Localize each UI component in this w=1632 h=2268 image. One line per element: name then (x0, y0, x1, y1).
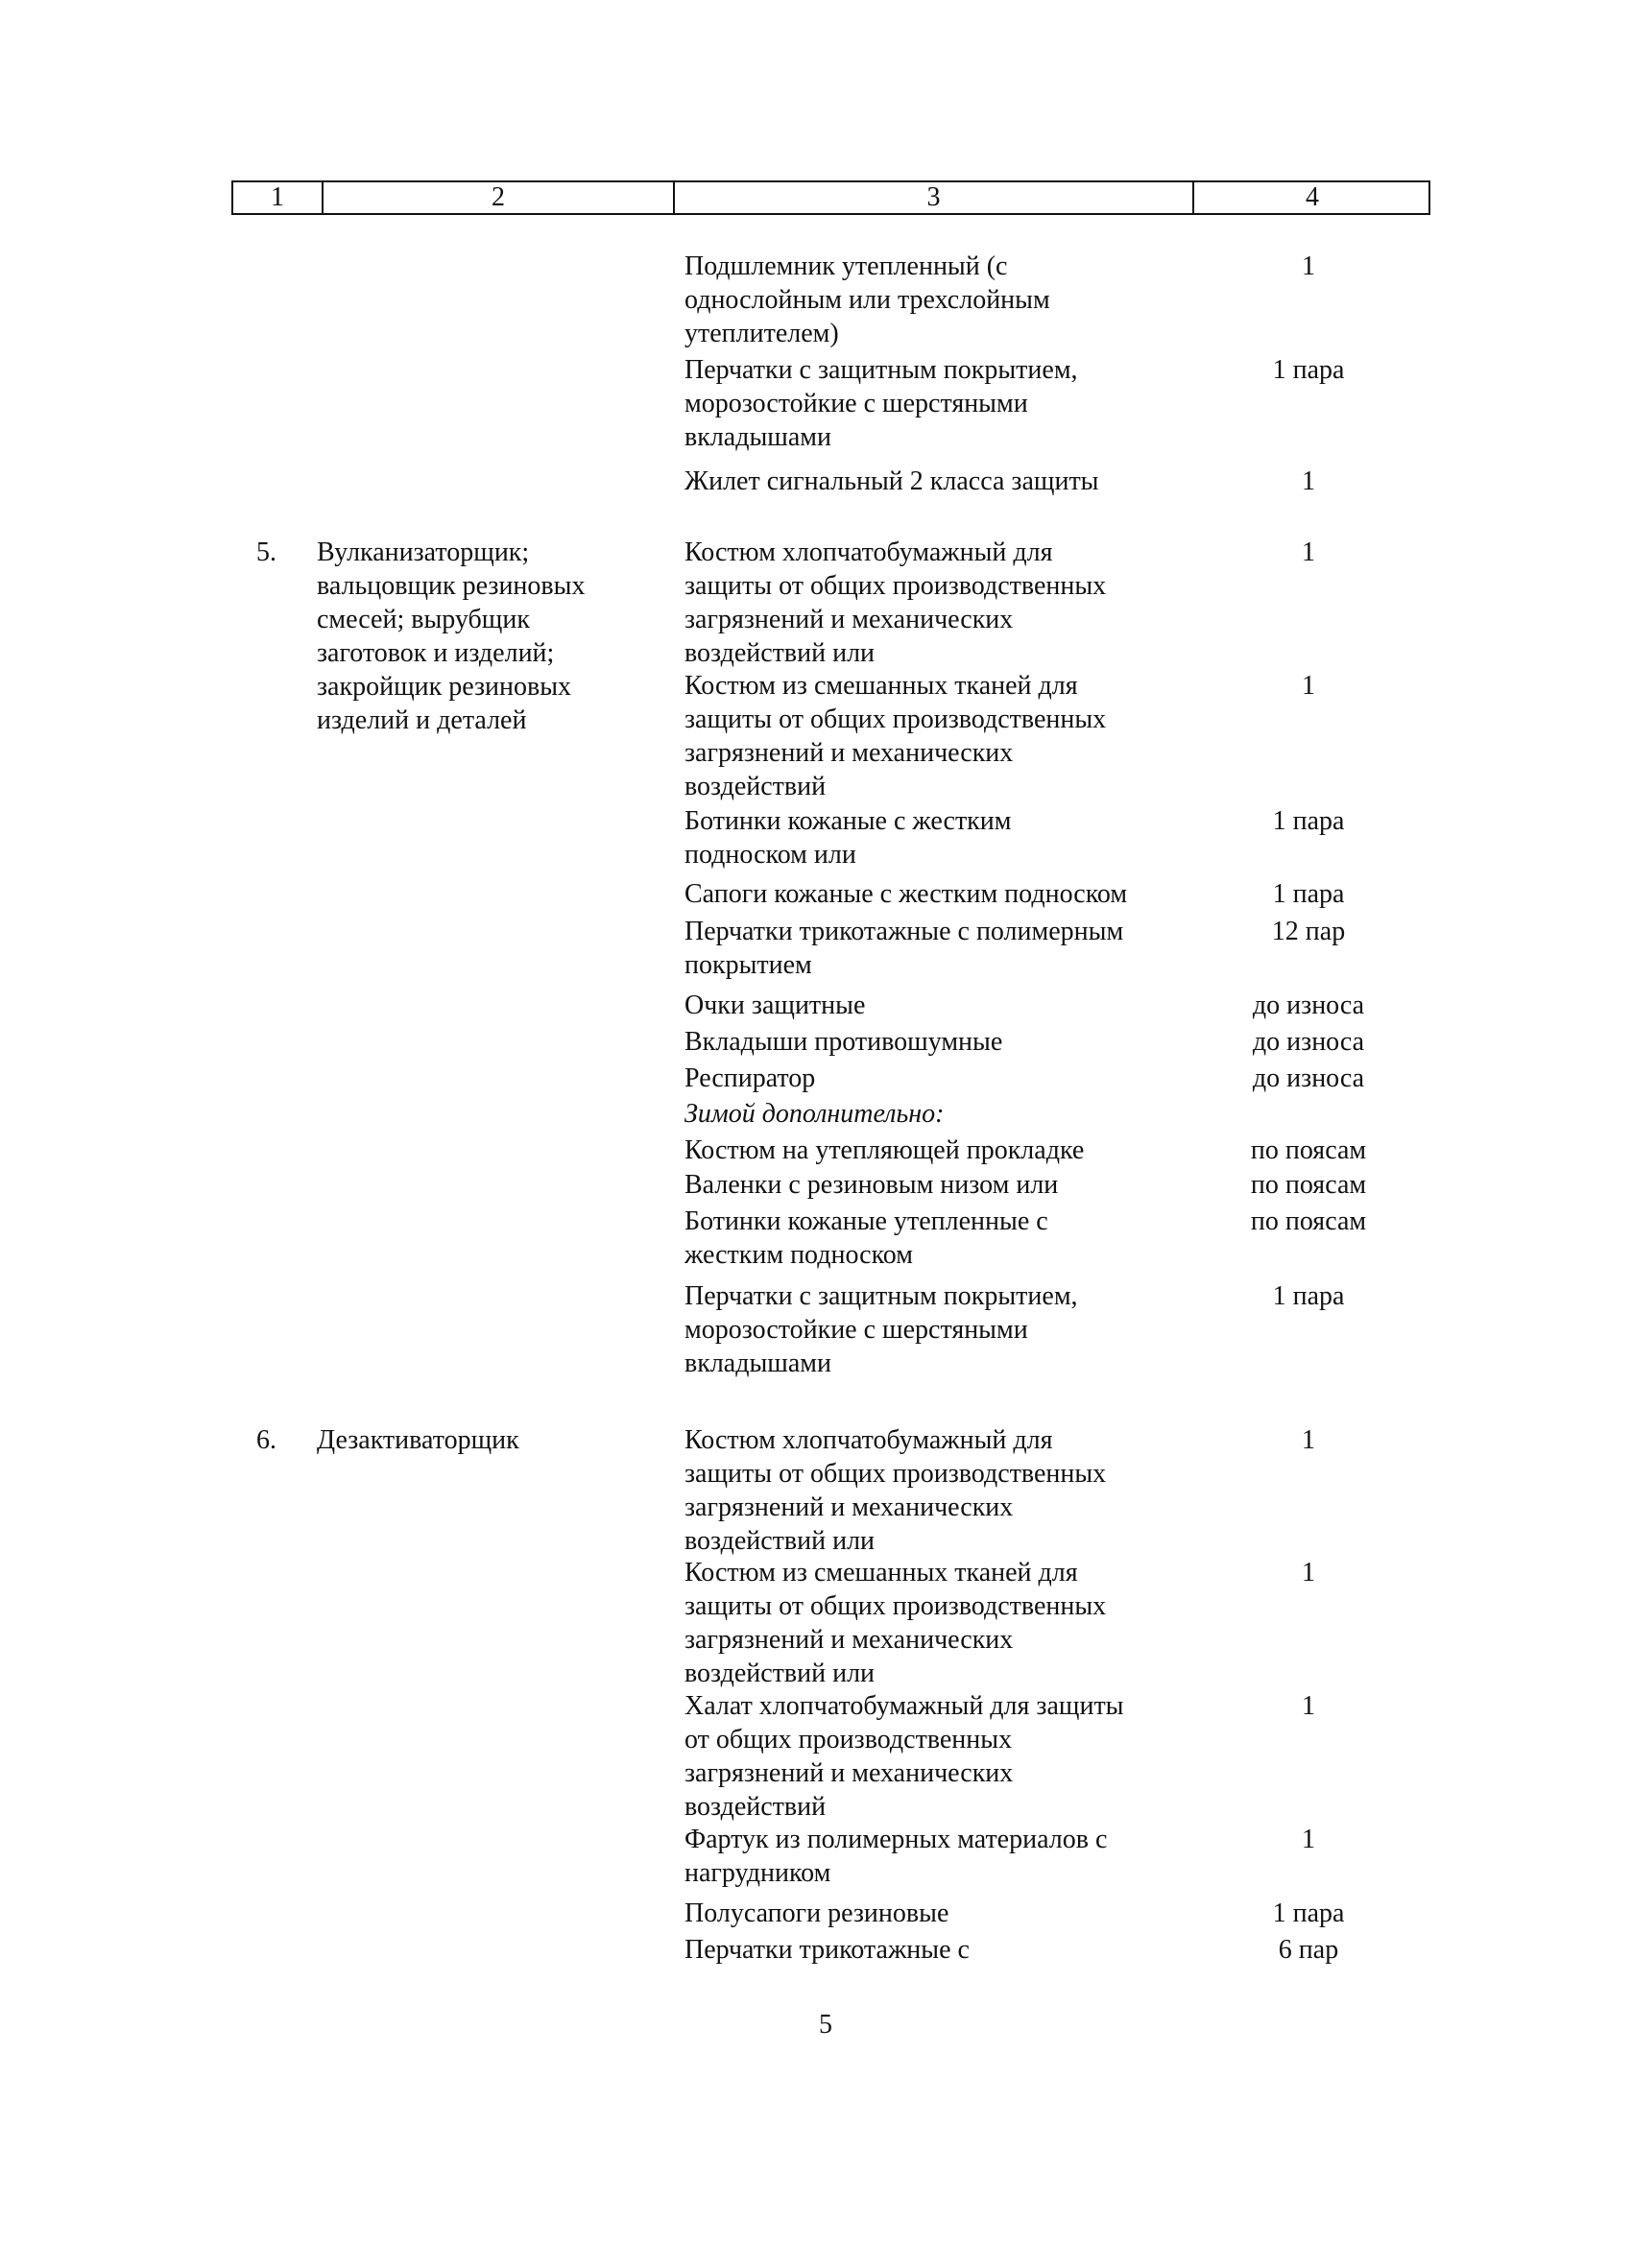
item-qty: до износа (1252, 991, 1365, 1020)
item-name: Халат хлопчатобумажный для защиты от общих производственных загрязнений и механических воздействий (684, 1691, 1124, 1822)
item-qty: 1 (1302, 251, 1315, 281)
item-qty: до износа (1252, 1027, 1365, 1057)
item-name: Перчатки с защитным покрытием, морозостойкие с шерстяными вкладышами (684, 1281, 1078, 1378)
row-number: 5. (256, 537, 276, 567)
item-qty: 1 пара (1272, 1898, 1345, 1928)
column-number-header (231, 180, 1430, 215)
item-qty: 1 пара (1272, 806, 1345, 836)
item-name: Подшлемник утепленный (с однослойным или трехслойным утеплителем) (684, 251, 1050, 348)
header-col-1: 1 (233, 182, 324, 213)
item-name: Полусапоги резиновые (684, 1898, 949, 1928)
item-name: Жилет сигнальный 2 класса защиты (684, 466, 1099, 496)
item-name: Костюм из смешанных тканей для защиты от общих производственных загрязнений и механических воздействий или (684, 1558, 1107, 1688)
item-name: Ботинки кожаные утепленные с жестким подноском (684, 1206, 1048, 1270)
item-name: Респиратор (684, 1063, 816, 1093)
item-qty: 1 (1302, 1425, 1315, 1455)
item-qty: 1 (1302, 671, 1315, 701)
item-name: Очки защитные (684, 991, 866, 1020)
header-col-4: 4 (1306, 182, 1319, 212)
item-name: Сапоги кожаные с жестким подноском (684, 879, 1128, 909)
item-qty: 1 пара (1272, 879, 1345, 909)
item-qty: 1 пара (1272, 1281, 1345, 1311)
item-name: Перчатки трикотажные с полимерным покрытием (684, 917, 1124, 980)
item-qty: 1 (1302, 1825, 1315, 1854)
page-number: 5 (819, 2010, 832, 2040)
item-name: Костюм хлопчатобумажный для защиты от общих производственных загрязнений и механических воздействий или (684, 537, 1107, 668)
item-qty: до износа (1252, 1063, 1365, 1093)
item-qty: 12 пар (1271, 917, 1346, 946)
item-name: Костюм хлопчатобумажный для защиты от общих производственных загрязнений и механических воздействий или (684, 1425, 1107, 1556)
item-qty: по поясам (1250, 1206, 1367, 1236)
profession-name: Дезактиваторщик (317, 1425, 519, 1455)
item-name: Перчатки трикотажные с (684, 1935, 970, 1965)
header-col-2: 2 (324, 182, 675, 213)
item-qty: 1 (1302, 1558, 1315, 1588)
item-name: Вкладыши противошумные (684, 1027, 1003, 1057)
item-name: Костюм из смешанных тканей для защиты от общих производственных загрязнений и механических воздействий (684, 671, 1107, 801)
item-name: Фартук из полимерных материалов с нагрудником (684, 1825, 1108, 1888)
item-name: Валенки с резиновым низом или (684, 1170, 1059, 1200)
item-qty: по поясам (1250, 1135, 1367, 1165)
profession-name: Вулканизаторщик; вальцовщик резиновых смесей; вырубщик заготовок и изделий; закройщик резиновых изделий и деталей (317, 537, 586, 735)
winter-additional-label: Зимой дополнительно: (684, 1099, 945, 1129)
item-qty: по поясам (1250, 1170, 1367, 1200)
item-qty: 6 пар (1278, 1935, 1339, 1965)
header-col-3: 3 (675, 182, 1194, 213)
item-name: Перчатки с защитным покрытием, морозостойкие с шерстяными вкладышами (684, 355, 1078, 452)
item-name: Костюм на утепляющей прокладке (684, 1135, 1085, 1165)
item-qty: 1 (1302, 1691, 1315, 1721)
row-number: 6. (256, 1425, 276, 1455)
item-qty: 1 (1302, 466, 1315, 496)
item-qty: 1 (1302, 537, 1315, 567)
item-qty: 1 пара (1272, 355, 1345, 385)
item-name: Ботинки кожаные с жестким подноском или (684, 806, 1012, 870)
